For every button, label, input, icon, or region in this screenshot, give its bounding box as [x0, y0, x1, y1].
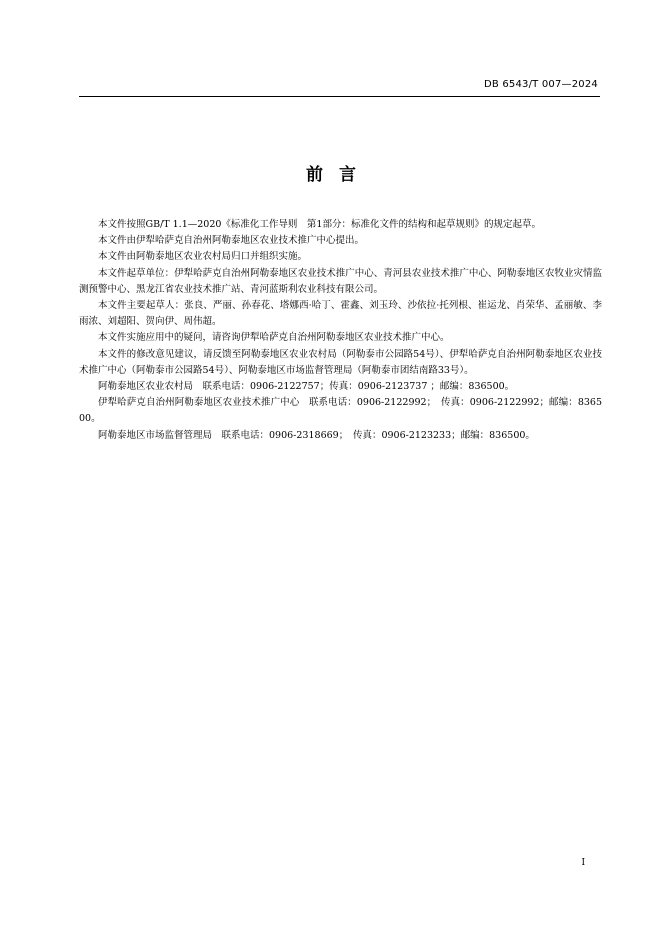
paragraph-inquiries: 本文件实施应用中的疑问，请咨询伊犁哈萨克自治州阿勒泰地区农业技术推广中心。 [98, 332, 450, 344]
header-divider [79, 96, 600, 97]
contact-agriculture-bureau: 阿勒泰地区农业农村局 联系电话：0906-2122757；传真：0906-2123737 ；邮编：836500。 [98, 381, 515, 393]
paragraph-administrator: 本文件由阿勒泰地区农业农村局归口并组织实施。 [98, 251, 308, 263]
contact-tech-center: 伊犁哈萨克自治州阿勒泰地区农业技术推广中心 联系电话：0906-2122992； 传真：0906-2122992；邮编：836500。 [79, 397, 602, 425]
contact-market-supervision: 阿勒泰地区市场监督管理局 联系电话：0906-2318669； 传真：0906-2123233；邮编：836500。 [98, 429, 535, 441]
paragraph-feedback: 本文件的修改意见建议，请反馈至阿勒泰地区农业农村局（阿勒泰市公园路54号）、伊犁哈萨克自治州阿勒泰地区农业技术推广中心（阿勒泰市公园路54号）、阿勒泰地区市场监督管理局（阿勒泰市团结南路33号）。 [79, 348, 602, 376]
page-title: 前言 [306, 165, 372, 185]
paragraph-proposer: 本文件由伊犁哈萨克自治州阿勒泰地区农业技术推广中心提出。 [98, 235, 365, 247]
paragraph-drafting-basis: 本文件按照GB/T 1.1—2020《标准化工作导则 第1部分：标准化文件的结构和起草规则》的规定起草。 [98, 219, 541, 230]
foreword-body [79, 217, 602, 444]
standard-code: DB 6543/T 007—2024 [484, 79, 598, 90]
paragraph-drafting-units: 本文件起草单位：伊犁哈萨克自治州阿勒泰地区农业技术推广中心、青河县农业技术推广中心、阿勒泰地区农牧业灾情监测预警中心、黑龙江省农业技术推广站、青河蓝斯利农业科技有限公司。 [79, 267, 602, 295]
paragraph-drafters: 本文件主要起草人：张良、严丽、孙春花、塔娜西·哈丁、霍鑫、刘玉玲、沙依拉·托列根、崔运龙、肖荣华、孟丽敏、李雨浓、刘超阳、贺向伊、周伟超。 [79, 300, 602, 328]
page-number: I [581, 858, 585, 868]
